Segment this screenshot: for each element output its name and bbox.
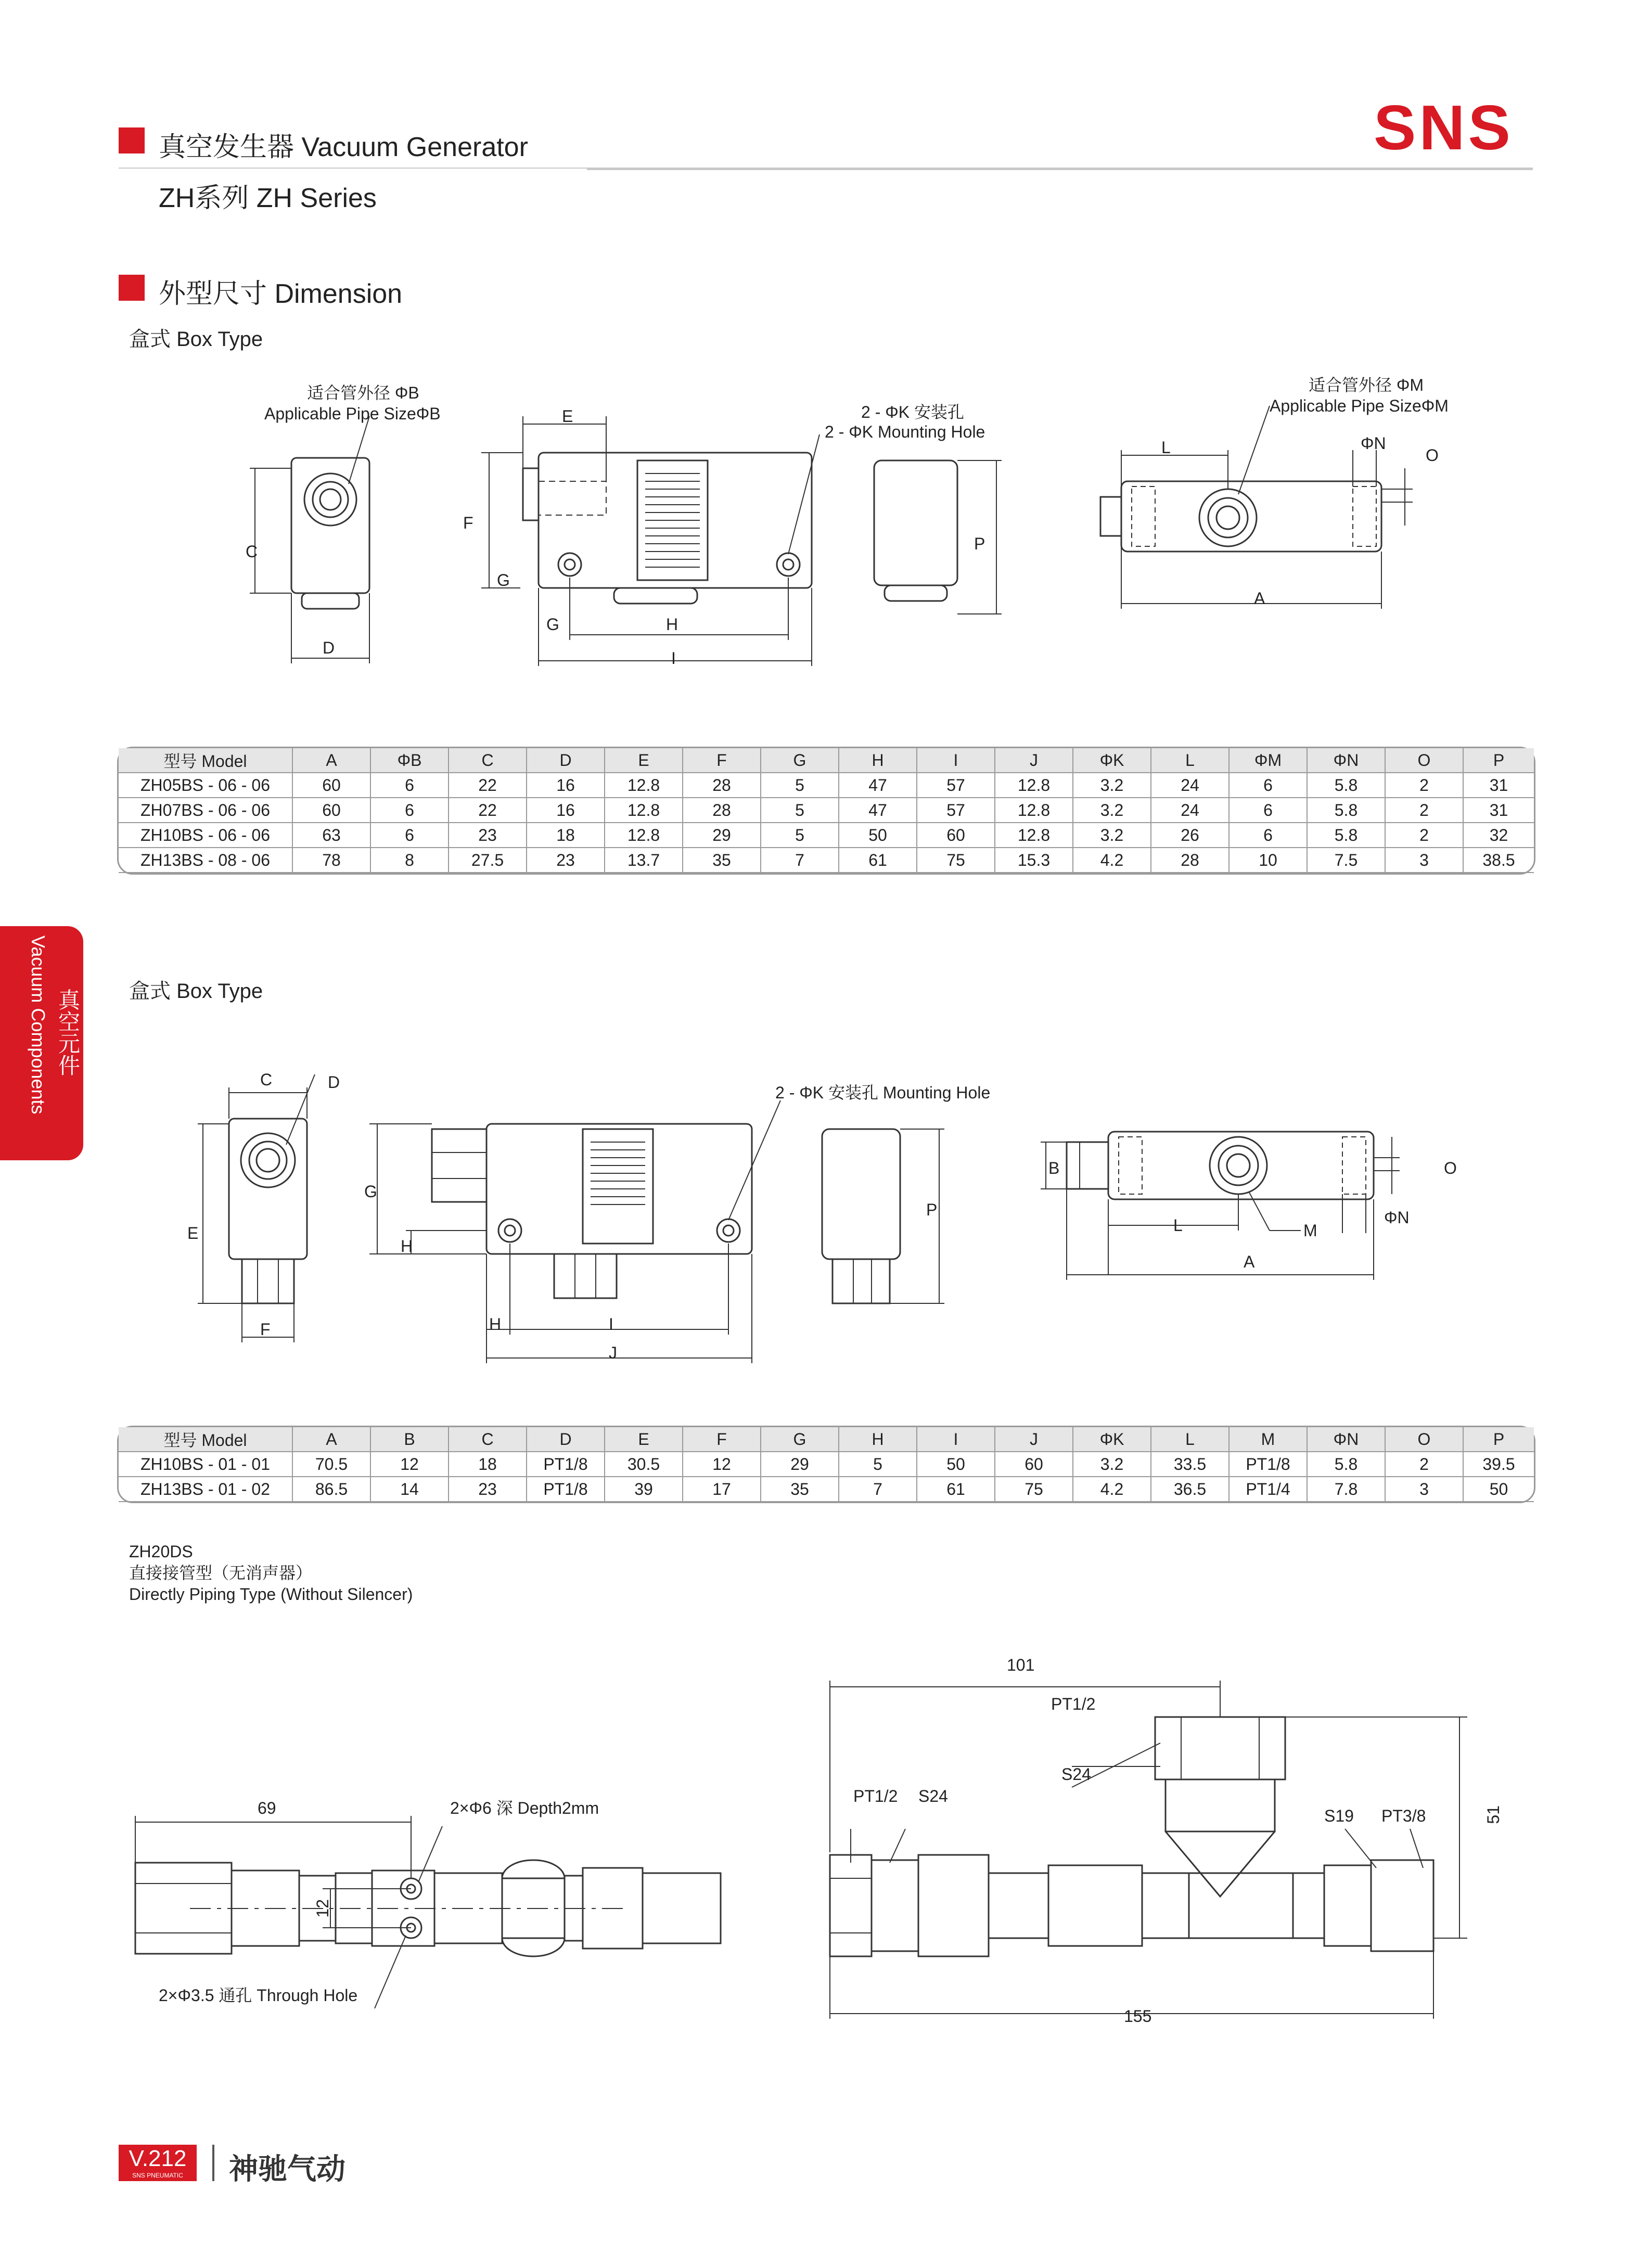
box1-front-port-mid xyxy=(313,482,348,517)
box2-dim-a: A xyxy=(1244,1252,1255,1271)
box2-dim-o: O xyxy=(1444,1159,1457,1177)
box2-mount-hole-left xyxy=(498,1219,521,1242)
table-cell: 31 xyxy=(1464,798,1534,823)
zh20ds-model: ZH20DS xyxy=(129,1542,193,1561)
table-cell: 23 xyxy=(527,848,605,873)
box1-dim-d: D xyxy=(323,638,335,657)
table-cell: 3 xyxy=(1386,848,1464,873)
table-row xyxy=(119,798,1534,823)
box2-dim-g: G xyxy=(364,1182,377,1201)
table-cell: 7 xyxy=(839,1477,917,1502)
box2-dim-d: D xyxy=(328,1073,340,1092)
table-cell: PT1/8 xyxy=(527,1477,605,1502)
table-cell: ZH07BS - 06 - 06 xyxy=(119,798,293,823)
zh20ds-dim-51: 51 xyxy=(1484,1805,1503,1824)
table-cell: 2 xyxy=(1386,798,1464,823)
table-header-cell: J xyxy=(995,748,1073,773)
table-cell: 5 xyxy=(761,773,839,798)
zh20ds-dim-12: 12 xyxy=(313,1899,332,1918)
table-cell: 28 xyxy=(1151,848,1230,873)
table-cell: 22 xyxy=(449,773,527,798)
table-header-cell: J xyxy=(995,1427,1073,1452)
table-header-cell: E xyxy=(605,1427,683,1452)
table-cell: 7 xyxy=(761,848,839,873)
table-cell: 12 xyxy=(683,1452,761,1477)
table-header-cell: I xyxy=(917,748,995,773)
box2-dim-c: C xyxy=(260,1070,273,1089)
table-cell: 16 xyxy=(527,798,605,823)
table-cell: 2 xyxy=(1386,823,1464,848)
table-row xyxy=(119,823,1534,848)
box1-spec-table xyxy=(119,748,1534,873)
side-tab-en: Vacuum Components xyxy=(28,936,49,1114)
box2-dim-p: P xyxy=(926,1200,938,1219)
box2-dim-b: B xyxy=(1048,1159,1060,1177)
box2-title: 盒式 Box Type xyxy=(129,980,263,1003)
table-header-cell: L xyxy=(1151,1427,1230,1452)
table-cell: 2 xyxy=(1386,1452,1464,1477)
table-cell: 12.8 xyxy=(995,798,1073,823)
sns-logo: SNS xyxy=(1374,92,1514,163)
box2-dim-m: M xyxy=(1303,1221,1317,1240)
box2-front-fitting xyxy=(242,1259,294,1303)
table-header-row xyxy=(119,748,1534,773)
table-cell: 57 xyxy=(917,773,995,798)
table-header-cell: A xyxy=(293,748,371,773)
table-cell: 70.5 xyxy=(293,1452,371,1477)
table-cell: 12 xyxy=(371,1452,449,1477)
table-header-cell: O xyxy=(1386,748,1464,773)
table-row xyxy=(119,773,1534,798)
table-cell: ZH05BS - 06 - 06 xyxy=(119,773,293,798)
footer-page-badge xyxy=(119,2145,197,2181)
table-cell: 24 xyxy=(1151,773,1230,798)
table-cell: 16 xyxy=(527,773,605,798)
box1-dim-p: P xyxy=(974,534,985,553)
table-cell: 7.5 xyxy=(1308,848,1386,873)
table-cell: 57 xyxy=(917,798,995,823)
table-header-cell: D xyxy=(527,748,605,773)
table-cell: 12.8 xyxy=(995,823,1073,848)
table-header-cell: D xyxy=(527,1427,605,1452)
table-cell: 5.8 xyxy=(1308,773,1386,798)
table-cell: 18 xyxy=(527,823,605,848)
box2-side-nut xyxy=(432,1129,486,1202)
table-row xyxy=(119,848,1534,873)
table-cell: 36.5 xyxy=(1151,1477,1230,1502)
box1-dim-e: E xyxy=(562,407,573,426)
table-cell: PT1/8 xyxy=(1230,1452,1308,1477)
table-cell: 12.8 xyxy=(995,773,1073,798)
table-cell: 61 xyxy=(839,848,917,873)
table-header-cell: P xyxy=(1464,1427,1534,1452)
table-cell: 63 xyxy=(293,823,371,848)
table-cell: 5 xyxy=(761,798,839,823)
box2-dim-h: H xyxy=(401,1237,413,1255)
zh20ds-right-tee xyxy=(1189,1873,1293,1938)
table-cell: 26 xyxy=(1151,823,1230,848)
table-header-cell: F xyxy=(683,1427,761,1452)
table-header-row xyxy=(119,1427,1534,1452)
box1-pipe-b-en: Applicable Pipe SizeΦB xyxy=(264,404,441,423)
table-cell: 39 xyxy=(605,1477,683,1502)
table-cell: ZH13BS - 01 - 02 xyxy=(119,1477,293,1502)
table-cell: 13.7 xyxy=(605,848,683,873)
footer-page-sub: SNS PNEUMATIC xyxy=(132,2172,183,2179)
box1-pipe-b-cn: 适合管外径 ΦB xyxy=(307,383,419,402)
table-cell: 60 xyxy=(293,798,371,823)
header-rule xyxy=(587,168,1533,170)
box1-mount-hole-right xyxy=(777,553,800,576)
table-cell: 60 xyxy=(995,1452,1073,1477)
box2-mount-hole-right xyxy=(717,1219,740,1242)
zh20ds-type-en: Directly Piping Type (Without Silencer) xyxy=(129,1585,413,1604)
footer-divider xyxy=(212,2145,214,2181)
box1-dim-o: O xyxy=(1426,446,1439,465)
box1-end-body xyxy=(874,460,957,585)
table-header-cell: H xyxy=(839,1427,917,1452)
zh20ds-s24-left: S24 xyxy=(918,1787,948,1805)
zh20ds-s19: S19 xyxy=(1324,1807,1354,1825)
table-header-cell: B xyxy=(371,1427,449,1452)
table-cell: 47 xyxy=(839,798,917,823)
box2-end-body xyxy=(822,1129,900,1259)
section-title: 外型尺寸 Dimension xyxy=(159,279,403,309)
table-header-cell: ΦM xyxy=(1230,748,1308,773)
zh20ds-pt12-left: PT1/2 xyxy=(853,1787,898,1805)
table-cell: 30.5 xyxy=(605,1452,683,1477)
box1-mount-hole-left xyxy=(558,553,581,576)
box1-dim-i: I xyxy=(671,649,676,668)
table-header-cell: A xyxy=(293,1427,371,1452)
box1-pipe-m-en: Applicable Pipe SizeΦM xyxy=(1270,396,1449,415)
table-cell: 3.2 xyxy=(1073,823,1151,848)
table-header-cell: O xyxy=(1386,1427,1464,1452)
box2-hole-label: 2 - ΦK 安装孔 Mounting Hole xyxy=(775,1083,991,1102)
footer-brand: 神驰气动 xyxy=(229,2153,345,2185)
table-cell: 3.2 xyxy=(1073,773,1151,798)
table-cell: 24 xyxy=(1151,798,1230,823)
zh20ds-pt12-top: PT1/2 xyxy=(1051,1695,1096,1713)
table-cell: 7.8 xyxy=(1308,1477,1386,1502)
box1-dim-a: A xyxy=(1254,589,1265,608)
table-cell: 3.2 xyxy=(1073,798,1151,823)
table-cell: 6 xyxy=(1230,823,1308,848)
table-row xyxy=(119,1452,1534,1477)
box2-dim-n: ΦN xyxy=(1384,1208,1410,1227)
table-cell: ZH10BS - 06 - 06 xyxy=(119,823,293,848)
table-header-cell: I xyxy=(917,1427,995,1452)
table-cell: 15.3 xyxy=(995,848,1073,873)
table-header-cell: H xyxy=(839,748,917,773)
table-cell: 50 xyxy=(839,823,917,848)
table-header-cell: G xyxy=(761,1427,839,1452)
table-cell: 60 xyxy=(917,823,995,848)
table-cell: 5 xyxy=(761,823,839,848)
table-cell: PT1/4 xyxy=(1230,1477,1308,1502)
table-cell: 50 xyxy=(917,1452,995,1477)
zh20ds-right-top-neck xyxy=(1166,1779,1275,1831)
zh20ds-right-left-nut xyxy=(918,1855,989,1956)
table-header-cell: E xyxy=(605,748,683,773)
table-cell: 23 xyxy=(449,1477,527,1502)
zh20ds-right-body xyxy=(1048,1865,1142,1946)
table-cell: 6 xyxy=(371,773,449,798)
table-header-cell: ΦK xyxy=(1073,1427,1151,1452)
zh20ds-right-top-hex xyxy=(1155,1717,1285,1779)
table-cell: 28 xyxy=(683,798,761,823)
box1-table-body xyxy=(119,748,1534,873)
table-header-cell: C xyxy=(449,748,527,773)
zh20ds-drawing xyxy=(125,1649,1530,2040)
table-cell: 38.5 xyxy=(1464,848,1534,873)
table-cell: 4.2 xyxy=(1073,1477,1151,1502)
table-header-cell: ΦN xyxy=(1308,748,1386,773)
series-title: ZH系列 ZH Series xyxy=(159,183,377,213)
table-cell: 60 xyxy=(293,773,371,798)
box1-hole-cn: 2 - ΦK 安装孔 xyxy=(861,403,965,421)
box2-dim-l: L xyxy=(1173,1216,1183,1235)
box1-dim-c: C xyxy=(246,542,258,561)
table-cell: 12.8 xyxy=(605,773,683,798)
table-cell: 47 xyxy=(839,773,917,798)
box2-dim-h-bottom: H xyxy=(489,1315,502,1334)
zh20ds-dim-101: 101 xyxy=(1007,1656,1035,1674)
table-cell: 2 xyxy=(1386,773,1464,798)
box1-dim-n: ΦN xyxy=(1361,434,1386,453)
table-cell: 39.5 xyxy=(1464,1452,1534,1477)
box1-front-foot xyxy=(302,593,359,609)
table-cell: 32 xyxy=(1464,823,1534,848)
box1-pipe-m-cn: 适合管外径 ΦM xyxy=(1309,376,1424,394)
table-header-cell: 型号 Model xyxy=(119,1427,293,1452)
table-cell: 5.8 xyxy=(1308,823,1386,848)
table-cell: 18 xyxy=(449,1452,527,1477)
box1-dim-h: H xyxy=(666,615,678,634)
table-header-cell: M xyxy=(1230,1427,1308,1452)
zh20ds-right-end-nut xyxy=(1371,1860,1433,1951)
table-cell: 78 xyxy=(293,848,371,873)
table-cell: 35 xyxy=(683,848,761,873)
table-header-cell: ΦB xyxy=(371,748,449,773)
table-cell: PT1/8 xyxy=(527,1452,605,1477)
table-cell: 86.5 xyxy=(293,1477,371,1502)
box1-title: 盒式 Box Type xyxy=(129,328,263,351)
box2-side-silencer xyxy=(583,1129,653,1244)
table-cell: 5.8 xyxy=(1308,798,1386,823)
zh20ds-type-cn: 直接接管型（无消声器） xyxy=(129,1564,313,1582)
table-cell: 4.2 xyxy=(1073,848,1151,873)
zh20ds-dim-69: 69 xyxy=(258,1799,276,1817)
table-cell: 12.8 xyxy=(605,798,683,823)
zh20ds-depth-label: 2×Φ6 深 Depth2mm xyxy=(450,1799,599,1817)
table-header-cell: P xyxy=(1464,748,1534,773)
table-cell: 29 xyxy=(683,823,761,848)
table-cell: 5.8 xyxy=(1308,1452,1386,1477)
box1-front-port-inner xyxy=(320,489,341,510)
table-cell: 14 xyxy=(371,1477,449,1502)
table-header-cell: ΦK xyxy=(1073,748,1151,773)
box1-dim-g: G xyxy=(497,571,510,590)
box1-dim-g-bottom: G xyxy=(546,615,559,634)
box1-side-nozzle xyxy=(523,468,539,520)
table-header-cell: C xyxy=(449,1427,527,1452)
zh20ds-through-label: 2×Φ3.5 通孔 Through Hole xyxy=(159,1986,358,2005)
table-cell: 10 xyxy=(1230,848,1308,873)
table-cell: 6 xyxy=(371,798,449,823)
table-cell: 3 xyxy=(1386,1477,1464,1502)
table-cell: 23 xyxy=(449,823,527,848)
box1-dim-l: L xyxy=(1161,438,1171,457)
zh20ds-pt38: PT3/8 xyxy=(1381,1807,1426,1825)
box2-dim-j: J xyxy=(609,1343,617,1362)
table-header-cell: L xyxy=(1151,748,1230,773)
table-cell: 29 xyxy=(761,1452,839,1477)
table-cell: 22 xyxy=(449,798,527,823)
box1-top-body xyxy=(1121,481,1381,552)
table-cell: 33.5 xyxy=(1151,1452,1230,1477)
table-cell: 31 xyxy=(1464,773,1534,798)
table-cell: 5 xyxy=(839,1452,917,1477)
table-cell: ZH13BS - 08 - 06 xyxy=(119,848,293,873)
table-cell: 28 xyxy=(683,773,761,798)
table-cell: 12.8 xyxy=(605,823,683,848)
table-cell: 61 xyxy=(917,1477,995,1502)
table-cell: 75 xyxy=(917,848,995,873)
table-cell: 6 xyxy=(371,823,449,848)
box2-front-body xyxy=(229,1119,307,1259)
box2-spec-table xyxy=(119,1427,1534,1502)
table-cell: 27.5 xyxy=(449,848,527,873)
zh20ds-left-end xyxy=(643,1873,721,1943)
box2-table-body xyxy=(119,1427,1534,1502)
box1-dim-f: F xyxy=(463,514,473,532)
side-tab xyxy=(0,926,83,1160)
zh20ds-s24-top: S24 xyxy=(1061,1765,1091,1784)
table-cell: 50 xyxy=(1464,1477,1534,1502)
box2-dim-f: F xyxy=(260,1320,271,1339)
header-marker xyxy=(119,127,145,153)
table-cell: 8 xyxy=(371,848,449,873)
table-cell: ZH10BS - 01 - 01 xyxy=(119,1452,293,1477)
table-header-cell: ΦN xyxy=(1308,1427,1386,1452)
table-cell: 75 xyxy=(995,1477,1073,1502)
box1-hole-en: 2 - ΦK Mounting Hole xyxy=(825,422,985,441)
box2-dim-e: E xyxy=(187,1224,199,1242)
box2-dim-i: I xyxy=(609,1315,613,1334)
box2-top-body xyxy=(1108,1132,1374,1199)
table-cell: 6 xyxy=(1230,773,1308,798)
table-row xyxy=(119,1477,1534,1502)
box2-side-bottom-fitting xyxy=(554,1254,617,1298)
header-rule-thin xyxy=(119,168,587,169)
footer-page-number: V.212 xyxy=(129,2146,187,2171)
zh20ds-dim-155: 155 xyxy=(1124,2007,1152,2026)
side-tab-cn: 真空元件 xyxy=(56,989,80,1076)
zh20ds-right-left-port xyxy=(830,1855,872,1956)
section-marker xyxy=(119,275,145,301)
table-cell: 35 xyxy=(761,1477,839,1502)
table-header-cell: 型号 Model xyxy=(119,748,293,773)
table-header-cell: F xyxy=(683,748,761,773)
table-cell: 17 xyxy=(683,1477,761,1502)
table-cell: 6 xyxy=(1230,798,1308,823)
table-cell: 3.2 xyxy=(1073,1452,1151,1477)
table-header-cell: G xyxy=(761,748,839,773)
page-title: 真空发生器 Vacuum Generator xyxy=(159,132,528,162)
